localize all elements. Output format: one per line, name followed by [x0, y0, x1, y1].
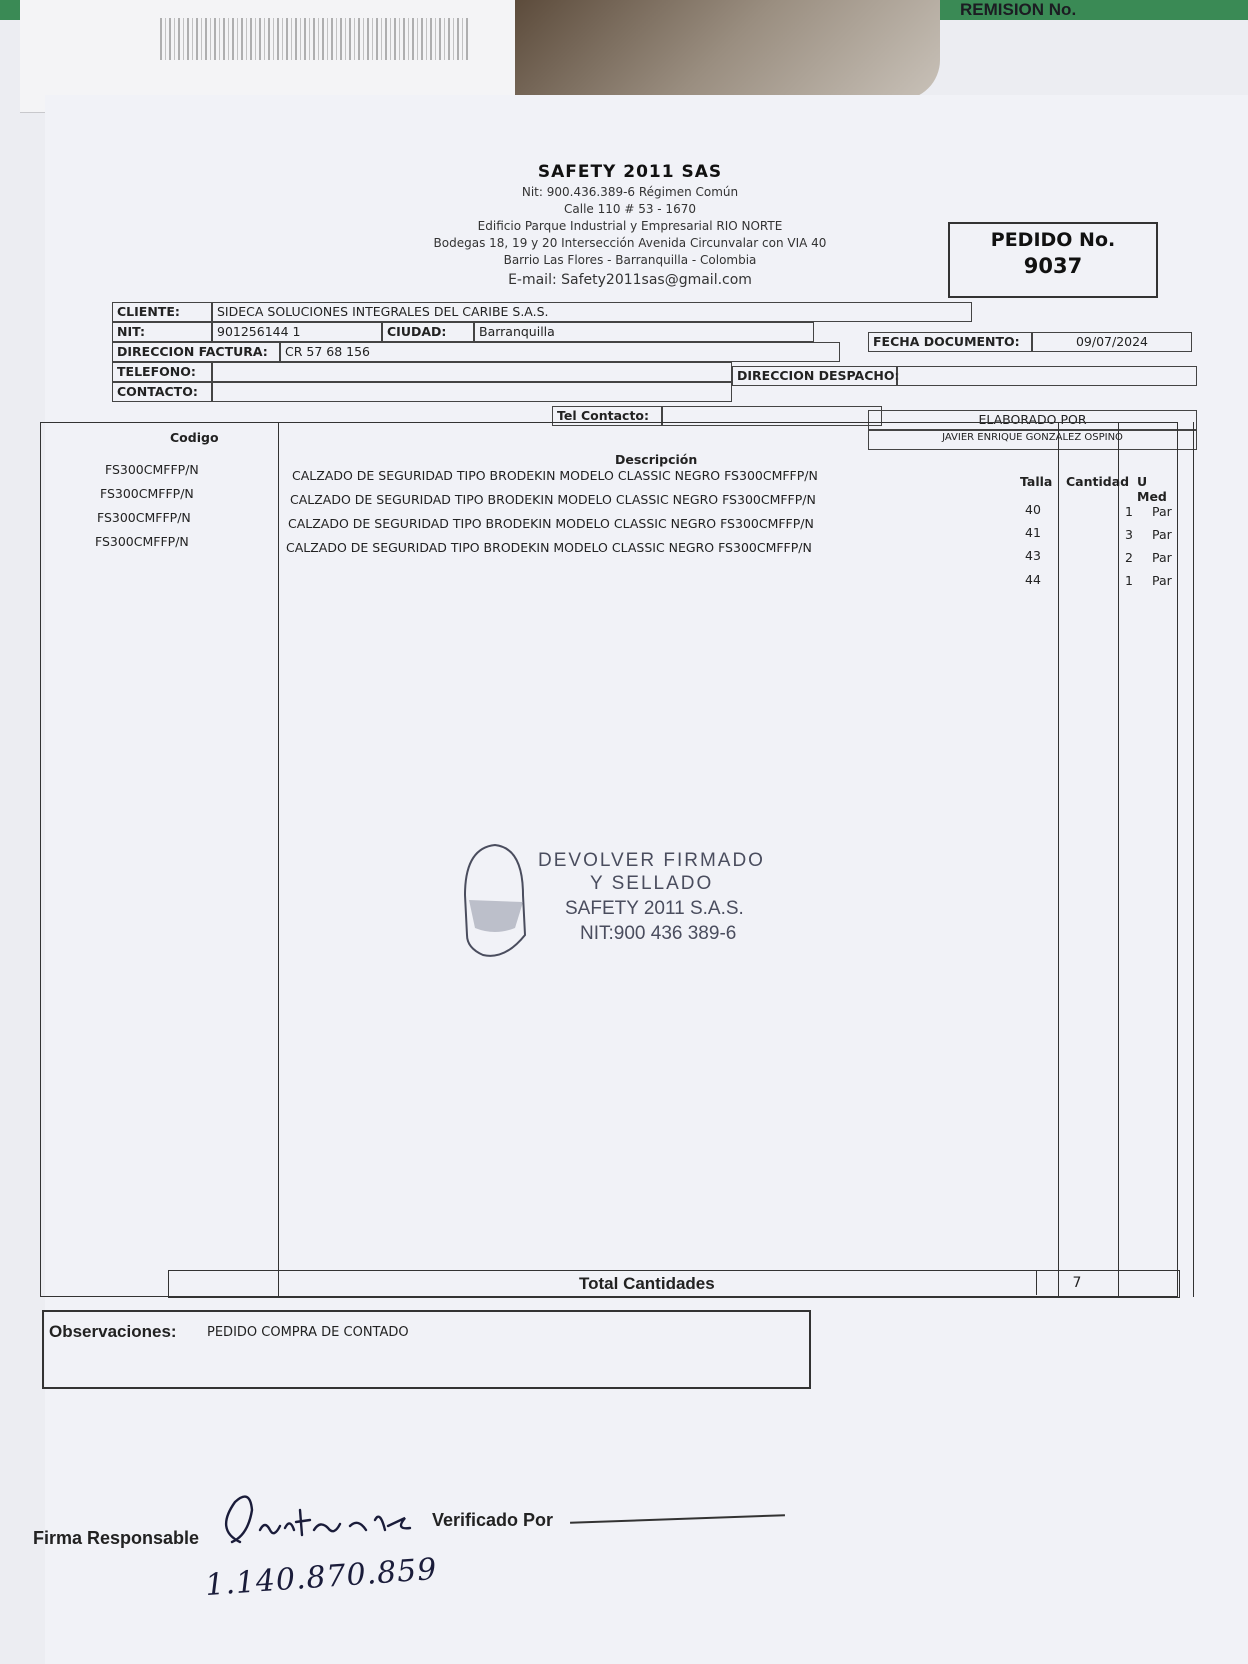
cell-cantidad: 3 [1125, 527, 1133, 542]
cliente-label: CLIENTE: [112, 302, 212, 322]
stamp-line: SAFETY 2011 S.A.S. [565, 898, 744, 919]
header-line: Calle 110 # 53 - 1670 [564, 202, 696, 216]
cell-descripcion: CALZADO DE SEGURIDAD TIPO BRODEKIN MODELO CLASSIC NEGRO FS300CMFFP/N [288, 516, 814, 531]
company-name: SAFETY 2011 SAS [537, 162, 723, 182]
verificado-por-label: Verificado Por [432, 1510, 554, 1530]
direccion-factura-label: DIRECCION FACTURA: [112, 342, 280, 362]
stamp-line: NIT:900 436 389-6 [580, 923, 737, 944]
contacto-value [212, 382, 732, 402]
cell-codigo: FS300CMFFP/N [95, 534, 189, 549]
header-line: Barrio Las Flores - Barranquilla - Colombia [503, 253, 757, 267]
cell-codigo: FS300CMFFP/N [97, 510, 191, 525]
stamp-line: Y SELLADO [590, 873, 714, 894]
observaciones-box [42, 1310, 811, 1389]
header-talla: Talla [1020, 474, 1053, 489]
cell-umed: Par [1152, 527, 1172, 542]
total-label: Total Cantidades [579, 1274, 715, 1293]
header-line: Bodegas 18, 19 y 20 Intersección Avenida Circunvalar con VIA 40 [433, 236, 827, 250]
telefono-label: TELEFONO: [112, 362, 212, 382]
ciudad-value: Barranquilla [474, 322, 814, 342]
cliente-value: SIDECA SOLUCIONES INTEGRALES DEL CARIBE S.A.S. [212, 302, 972, 322]
nit-label: NIT: [112, 322, 212, 342]
stamp-line: DEVOLVER FIRMADO [538, 850, 765, 871]
tel-contacto-label: Tel Contacto: [552, 406, 662, 426]
cell-talla: 43 [1025, 548, 1041, 563]
cell-talla: 40 [1025, 502, 1041, 517]
cell-codigo: FS300CMFFP/N [105, 462, 199, 477]
company-email: E-mail: Safety2011sas@gmail.com [508, 272, 752, 288]
observaciones-label: Observaciones: [49, 1322, 177, 1341]
telefono-value [212, 362, 732, 382]
observaciones-value: PEDIDO COMPRA DE CONTADO [207, 1325, 409, 1340]
ciudad-label: CIUDAD: [382, 322, 474, 342]
direccion-factura-value: CR 57 68 156 [280, 342, 840, 362]
cell-descripcion: CALZADO DE SEGURIDAD TIPO BRODEKIN MODELO CLASSIC NEGRO FS300CMFFP/N [290, 492, 816, 507]
header-cantidad: Cantidad [1066, 474, 1130, 489]
direccion-despacho-value [897, 366, 1197, 386]
cell-cantidad: 1 [1125, 573, 1133, 588]
cell-umed: Par [1152, 573, 1172, 588]
cell-codigo: FS300CMFFP/N [100, 486, 194, 501]
elaborado-value: JAVIER ENRIQUE GONZALEZ OSPINO [868, 430, 1197, 450]
cell-descripcion: CALZADO DE SEGURIDAD TIPO BRODEKIN MODELO CLASSIC NEGRO FS300CMFFP/N [292, 468, 818, 483]
talla-column [1058, 422, 1119, 1297]
header-codigo: Codigo [170, 430, 219, 445]
company-header [370, 160, 890, 291]
barcode-image [160, 18, 470, 60]
cell-descripcion: CALZADO DE SEGURIDAD TIPO BRODEKIN MODELO CLASSIC NEGRO FS300CMFFP/N [286, 540, 812, 555]
total-row [168, 1270, 1180, 1298]
cell-umed: Par [1152, 550, 1172, 565]
header-descripcion: Descripción [615, 452, 698, 467]
cell-talla: 41 [1025, 525, 1041, 540]
nit-value: 901256144 1 [212, 322, 382, 342]
fecha-value: 09/07/2024 [1032, 332, 1192, 352]
codigo-column [40, 422, 279, 1297]
contacto-label: CONTACTO: [112, 382, 212, 402]
header-umed: U Med [1137, 474, 1167, 504]
header-line: Nit: 900.436.389-6 Régimen Común [521, 185, 739, 199]
elaborado-label: ELABORADO POR [868, 410, 1197, 430]
cell-cantidad: 1 [1125, 504, 1133, 519]
cell-umed: Par [1152, 504, 1172, 519]
header-line: Edificio Parque Industrial y Empresarial RIO NORTE [477, 219, 783, 233]
cell-talla: 44 [1025, 572, 1041, 587]
handwritten-id-number: 1.140.870.859 [204, 1551, 439, 1604]
company-stamp [455, 840, 795, 970]
remision-label: REMISION No. [960, 0, 1077, 19]
direccion-despacho-label: DIRECCION DESPACHO: [732, 366, 897, 386]
cell-cantidad: 2 [1125, 550, 1133, 565]
fecha-label: FECHA DOCUMENTO: [868, 332, 1032, 352]
hard-hat-icon [455, 840, 535, 960]
total-value: 7 [1036, 1271, 1117, 1295]
firma-responsable-label: Firma Responsable [33, 1528, 200, 1548]
pedido-number: 9037 [1023, 254, 1083, 278]
pedido-number-box [948, 222, 1158, 298]
handwritten-signature [210, 1490, 420, 1560]
clipboard-clip [510, 0, 940, 100]
pedido-label: PEDIDO No. [990, 229, 1116, 251]
